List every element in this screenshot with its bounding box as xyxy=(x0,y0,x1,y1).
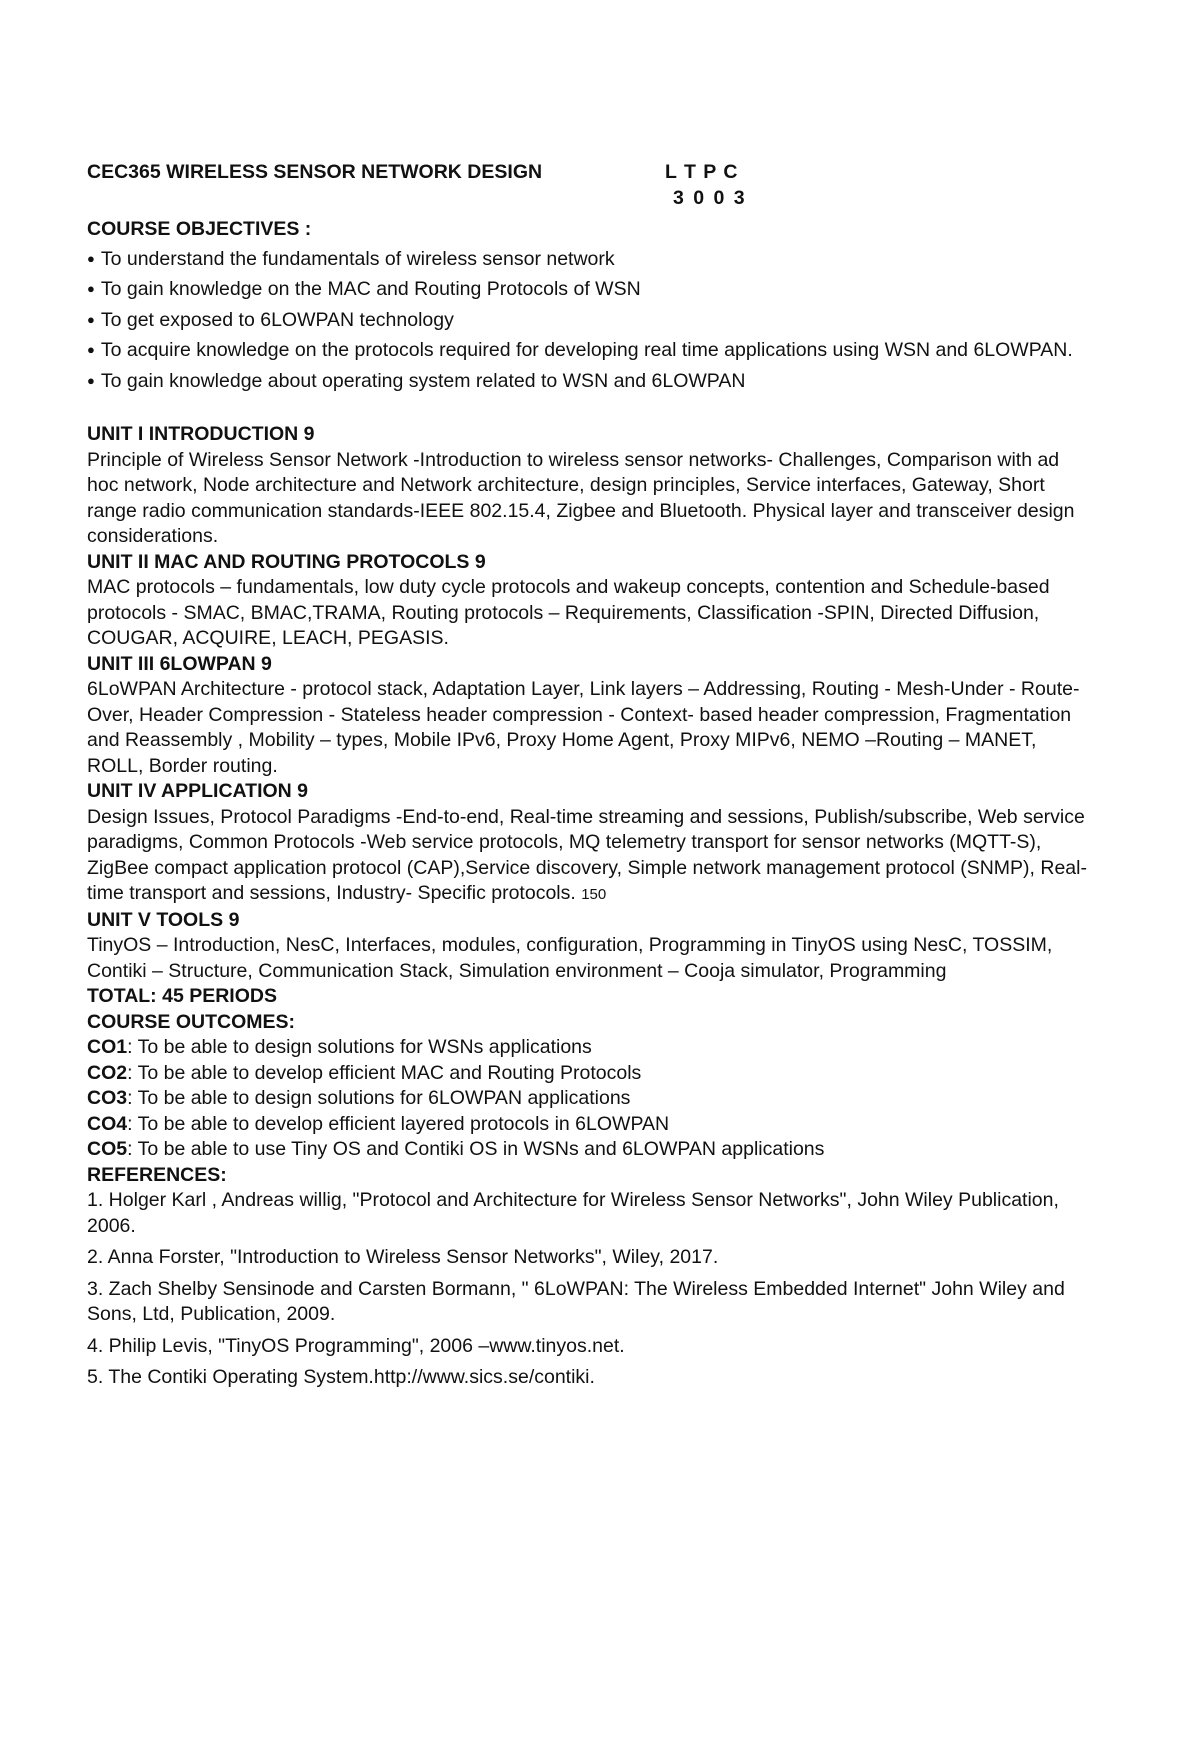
reference-item: 5. The Contiki Operating System.http://www.sics.se/contiki. xyxy=(87,1366,595,1388)
page-number: 150 xyxy=(581,886,607,903)
bullet-icon: ● xyxy=(87,281,95,296)
outcome-item: CO3: To be able to design solutions for 6LOWPAN applications xyxy=(87,1087,631,1109)
unit-body: 6LoWPAN Architecture - protocol stack, Adaptation Layer, Link layers – Addressing, Routing - Mesh-Under - Route-Over, Header Compression - Stateless header compression - Context- based header compression, Fragmentation and Reassembly , Mobility – types, Mobile IPv6, Proxy Home Agent, Proxy MIPv6, NEMO –Routing – MANET, ROLL, Border routing. xyxy=(87,678,1080,777)
unit-5 xyxy=(87,908,1087,985)
objective-item: ● To gain knowledge about operating system related to WSN and 6LOWPAN xyxy=(87,369,746,392)
unit-heading: UNIT III 6LOWPAN 9 xyxy=(87,652,272,675)
reference-item: 3. Zach Shelby Sensinode and Carsten Bormann, " 6LoWPAN: The Wireless Embedded Internet" John Wiley and Sons, Ltd, Publication, 2009. xyxy=(87,1277,1065,1325)
unit-3 xyxy=(87,652,1087,780)
outcome-item: CO2: To be able to develop efficient MAC and Routing Protocols xyxy=(87,1061,642,1084)
unit-heading: UNIT I INTRODUCTION 9 xyxy=(87,423,315,445)
unit-body: Design Issues, Protocol Paradigms -End-to-end, Real-time streaming and sessions, Publish/subscribe, Web service paradigms, Common Protocols -Web service protocols, MQ telemetry transport for sensor networks (MQTT-S), ZigBee compact application protocol (CAP),Service discovery, Simple network management protocol (SNMP), Real-time transport and sessions, Industry- Specific protocols. 150 xyxy=(87,805,1087,904)
objective-item: ● To get exposed to 6LOWPAN technology xyxy=(87,308,454,331)
bullet-icon: ● xyxy=(87,250,95,266)
unit-body: TinyOS – Introduction, NesC, Interfaces, modules, configuration, Programming in TinyOS using NesC, TOSSIM, Contiki – Structure, Communication Stack, Simulation environment – Cooja simulator, Programming xyxy=(87,934,1053,982)
unit-4 xyxy=(87,779,1087,908)
unit-body: MAC protocols – fundamentals, low duty cycle protocols and wakeup concepts, contention and Schedule-based protocols - SMAC, BMAC,TRAMA, Routing protocols – Requirements, Classification -SPIN, Directed Diffusion, COUGAR, ACQUIRE, LEACH, PEGASIS. xyxy=(87,576,1050,649)
reference-item: 2. Anna Forster, "Introduction to Wireless Sensor Networks", Wiley, 2017. xyxy=(87,1246,719,1268)
outcome-item: CO1: To be able to design solutions for WSNs applications xyxy=(87,1036,592,1058)
objectives-list xyxy=(87,246,1087,395)
unit-2 xyxy=(87,550,1087,652)
spacer xyxy=(87,398,1087,422)
total-periods: TOTAL: 45 PERIODS xyxy=(87,985,277,1007)
unit-heading: UNIT II MAC AND ROUTING PROTOCOLS 9 xyxy=(87,550,486,573)
references-heading: REFERENCES: xyxy=(87,1163,227,1186)
outcome-item: CO4: To be able to develop efficient layered protocols in 6LOWPAN xyxy=(87,1112,670,1135)
ltpc-values: 3 0 0 3 xyxy=(673,186,747,209)
unit-body: Principle of Wireless Sensor Network -Introduction to wireless sensor networks- Challenges, Comparison with ad hoc network, Node architecture and Network architecture, design principles, Service interfaces, Gateway, Short range radio communication standards-IEEE 802.15.4, Zigbee and Bluetooth. Physical layer and transceiver design considerations. xyxy=(87,448,1075,547)
objective-item: ● To acquire knowledge on the protocols required for developing real time applications using WSN and 6LOWPAN. xyxy=(87,339,1073,361)
syllabus-page xyxy=(87,160,1087,1397)
outcome-item: CO5: To be able to use Tiny OS and Contiki OS in WSNs and 6LOWPAN applications xyxy=(87,1138,825,1160)
outcomes-list xyxy=(87,1035,1087,1163)
bullet-icon: ● xyxy=(87,372,95,388)
ltpc-label: L T P C xyxy=(665,161,739,183)
reference-item: 4. Philip Levis, "TinyOS Programming", 2006 –www.tinyos.net. xyxy=(87,1334,625,1357)
objective-item: ● To understand the fundamentals of wireless sensor network xyxy=(87,247,615,270)
reference-item: 1. Holger Karl , Andreas willig, "Protocol and Architecture for Wireless Sensor Networks", John Wiley Publication, 2006. xyxy=(87,1189,1059,1237)
course-header xyxy=(87,160,1087,186)
bullet-icon: ● xyxy=(87,342,95,357)
objective-item: ● To gain knowledge on the MAC and Routing Protocols of WSN xyxy=(87,278,641,300)
outcomes-heading: COURSE OUTCOMES: xyxy=(87,1010,296,1033)
objectives-heading: COURSE OBJECTIVES : xyxy=(87,218,312,240)
unit-1 xyxy=(87,422,1087,550)
course-title: CEC365 WIRELESS SENSOR NETWORK DESIGN xyxy=(87,161,543,183)
bullet-icon: ● xyxy=(87,311,95,327)
unit-heading: UNIT IV APPLICATION 9 xyxy=(87,780,309,802)
references-list xyxy=(87,1188,1087,1391)
unit-heading: UNIT V TOOLS 9 xyxy=(87,908,240,931)
